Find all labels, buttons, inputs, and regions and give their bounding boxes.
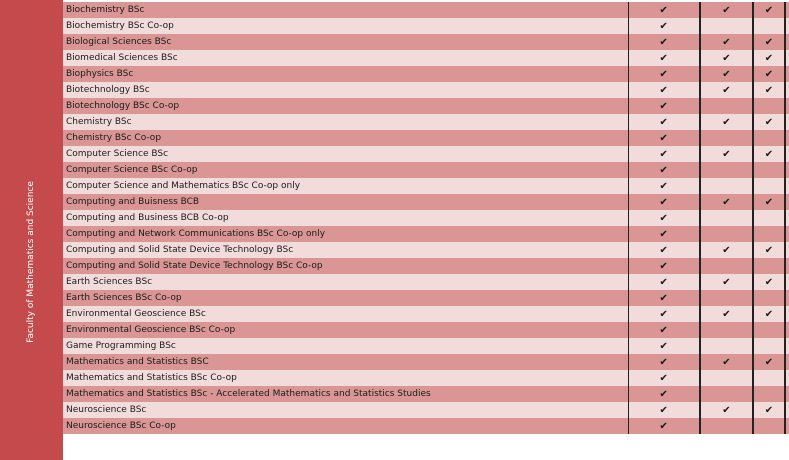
table-row — [63, 402, 789, 418]
row-edge — [785, 98, 789, 114]
check-cell — [628, 130, 700, 146]
row-edge — [785, 370, 789, 386]
table-row — [63, 194, 789, 210]
checkmark-icon: ✔ — [659, 84, 668, 96]
check-cell — [628, 98, 700, 114]
check-cell — [753, 50, 785, 66]
check-cell — [628, 82, 700, 98]
table-row — [63, 146, 789, 162]
row-edge — [785, 66, 789, 82]
check-cell — [753, 114, 785, 130]
checkmark-icon: ✔ — [722, 68, 731, 80]
check-cell — [753, 130, 785, 146]
check-cell — [628, 66, 700, 82]
row-edge — [785, 354, 789, 370]
check-cell — [753, 18, 785, 34]
check-cell — [700, 258, 753, 274]
faculty-cell — [0, 0, 64, 460]
row-edge — [785, 82, 789, 98]
row-edge — [785, 130, 789, 146]
check-cell — [628, 290, 700, 306]
program-name: Earth Sciences BSc Co-op — [63, 290, 628, 306]
checkmark-icon: ✔ — [722, 52, 731, 64]
check-cell — [753, 98, 785, 114]
checkmark-icon: ✔ — [659, 260, 668, 272]
table-row — [63, 34, 789, 50]
table-row — [63, 210, 789, 226]
checkmark-icon: ✔ — [659, 180, 668, 192]
check-cell — [628, 242, 700, 258]
row-edge — [785, 178, 789, 194]
check-cell — [700, 402, 753, 418]
check-cell — [700, 322, 753, 338]
checkmark-icon: ✔ — [764, 308, 774, 320]
check-cell — [700, 274, 753, 290]
checkmark-icon: ✔ — [659, 132, 668, 144]
check-cell — [700, 226, 753, 242]
row-edge — [785, 290, 789, 306]
check-cell — [753, 290, 785, 306]
program-name: Biotechnology BSc Co-op — [63, 98, 628, 114]
faculty-label: Faculty of Mathematics and Science — [26, 181, 36, 343]
table-row — [63, 50, 789, 66]
table-row — [63, 18, 789, 34]
program-name: Biochemistry BSc Co-op — [63, 18, 628, 34]
check-cell — [753, 34, 785, 50]
program-name: Mathematics and Statistics BSc - Accelerated Mathematics and Statistics Studies — [63, 386, 628, 402]
table-row — [63, 354, 789, 370]
checkmark-icon: ✔ — [659, 116, 668, 128]
check-cell — [628, 338, 700, 354]
check-cell — [700, 242, 753, 258]
check-cell — [700, 2, 753, 18]
check-cell — [628, 194, 700, 210]
checkmark-icon: ✔ — [764, 244, 774, 256]
check-cell — [753, 386, 785, 402]
program-table-body — [63, 2, 789, 434]
check-cell — [700, 386, 753, 402]
row-edge — [785, 338, 789, 354]
check-cell — [628, 226, 700, 242]
checkmark-icon: ✔ — [764, 4, 774, 16]
checkmark-icon: ✔ — [764, 356, 774, 368]
check-cell — [700, 194, 753, 210]
check-cell — [700, 34, 753, 50]
check-cell — [700, 354, 753, 370]
checkmark-icon: ✔ — [764, 196, 774, 208]
checkmark-icon: ✔ — [659, 308, 668, 320]
check-cell — [753, 338, 785, 354]
checkmark-icon: ✔ — [659, 68, 668, 80]
check-cell — [628, 146, 700, 162]
checkmark-icon: ✔ — [659, 292, 668, 304]
checkmark-icon: ✔ — [764, 36, 774, 48]
row-edge — [785, 34, 789, 50]
check-cell — [700, 82, 753, 98]
program-name: Neuroscience BSc — [63, 402, 628, 418]
table-row — [63, 82, 789, 98]
checkmark-icon: ✔ — [722, 116, 731, 128]
table-row — [63, 98, 789, 114]
table-row — [63, 370, 789, 386]
check-cell — [753, 370, 785, 386]
table-row — [63, 258, 789, 274]
checkmark-icon: ✔ — [659, 324, 668, 336]
row-edge — [785, 402, 789, 418]
check-cell — [628, 178, 700, 194]
program-name: Computing and Business BCB Co-op — [63, 210, 628, 226]
program-name: Mathematics and Statistics BSc Co-op — [63, 370, 628, 386]
row-edge — [785, 386, 789, 402]
check-cell — [753, 210, 785, 226]
row-edge — [785, 210, 789, 226]
checkmark-icon: ✔ — [764, 68, 774, 80]
program-name: Biomedical Sciences BSc — [63, 50, 628, 66]
program-name: Chemistry BSc — [63, 114, 628, 130]
checkmark-icon: ✔ — [722, 356, 731, 368]
checkmark-icon: ✔ — [764, 276, 774, 288]
check-cell — [753, 194, 785, 210]
row-edge — [785, 162, 789, 178]
check-cell — [628, 258, 700, 274]
check-cell — [628, 354, 700, 370]
table-row — [63, 290, 789, 306]
checkmark-icon: ✔ — [722, 148, 731, 160]
table-row — [63, 338, 789, 354]
check-cell — [628, 18, 700, 34]
program-name: Computing and Network Communications BSc Co-op only — [63, 226, 628, 242]
check-cell — [753, 146, 785, 162]
check-cell — [628, 114, 700, 130]
row-edge — [785, 322, 789, 338]
check-cell — [700, 306, 753, 322]
table-row — [63, 274, 789, 290]
checkmark-icon: ✔ — [659, 212, 668, 224]
check-cell — [753, 162, 785, 178]
check-cell — [700, 114, 753, 130]
check-cell — [628, 274, 700, 290]
checkmark-icon: ✔ — [659, 404, 668, 416]
checkmark-icon: ✔ — [659, 100, 668, 112]
check-cell — [628, 2, 700, 18]
checkmark-icon: ✔ — [659, 148, 668, 160]
program-name: Biophysics BSc — [63, 66, 628, 82]
check-cell — [700, 178, 753, 194]
check-cell — [753, 322, 785, 338]
checkmark-icon: ✔ — [722, 308, 731, 320]
checkmark-icon: ✔ — [659, 164, 668, 176]
program-name: Biological Sciences BSc — [63, 34, 628, 50]
checkmark-icon: ✔ — [722, 36, 731, 48]
checkmark-icon: ✔ — [764, 52, 774, 64]
check-cell — [700, 18, 753, 34]
program-name: Computing and Solid State Device Technology BSc Co-op — [63, 258, 628, 274]
row-edge — [785, 50, 789, 66]
row-edge — [785, 146, 789, 162]
checkmark-icon: ✔ — [659, 228, 668, 240]
row-edge — [785, 226, 789, 242]
program-name: Computer Science BSc Co-op — [63, 162, 628, 178]
row-edge — [785, 418, 789, 434]
table-row — [63, 226, 789, 242]
program-name: Environmental Geoscience BSc Co-op — [63, 322, 628, 338]
check-cell — [628, 402, 700, 418]
checkmark-icon: ✔ — [659, 20, 668, 32]
row-edge — [785, 194, 789, 210]
check-cell — [753, 306, 785, 322]
check-cell — [753, 226, 785, 242]
table-row — [63, 162, 789, 178]
checkmark-icon: ✔ — [764, 148, 774, 160]
table-row — [63, 386, 789, 402]
check-cell — [700, 290, 753, 306]
row-edge — [785, 274, 789, 290]
check-cell — [700, 162, 753, 178]
program-name: Game Programming BSc — [63, 338, 628, 354]
table-row — [63, 242, 789, 258]
check-cell — [628, 418, 700, 434]
program-name: Chemistry BSc Co-op — [63, 130, 628, 146]
check-cell — [753, 242, 785, 258]
checkmark-icon: ✔ — [659, 420, 668, 432]
checkmark-icon: ✔ — [659, 4, 668, 16]
row-edge — [785, 258, 789, 274]
checkmark-icon: ✔ — [659, 36, 668, 48]
checkmark-icon: ✔ — [764, 84, 774, 96]
check-cell — [628, 34, 700, 50]
row-edge — [785, 306, 789, 322]
program-name: Computing and Buisness BCB — [63, 194, 628, 210]
check-cell — [700, 370, 753, 386]
checkmark-icon: ✔ — [659, 52, 668, 64]
checkmark-icon: ✔ — [722, 84, 731, 96]
table-row — [63, 178, 789, 194]
check-cell — [753, 354, 785, 370]
row-edge — [785, 18, 789, 34]
table-row — [63, 322, 789, 338]
row-edge — [785, 242, 789, 258]
table-row — [63, 66, 789, 82]
check-cell — [628, 162, 700, 178]
check-cell — [700, 210, 753, 226]
table-row — [63, 2, 789, 18]
checkmark-icon: ✔ — [659, 244, 668, 256]
check-cell — [700, 98, 753, 114]
check-cell — [628, 50, 700, 66]
check-cell — [700, 338, 753, 354]
check-cell — [753, 82, 785, 98]
check-cell — [700, 130, 753, 146]
checkmark-icon: ✔ — [722, 276, 731, 288]
check-cell — [700, 66, 753, 82]
program-name: Computer Science BSc — [63, 146, 628, 162]
checkmark-icon: ✔ — [722, 404, 731, 416]
check-cell — [753, 2, 785, 18]
row-edge — [785, 2, 789, 18]
check-cell — [628, 306, 700, 322]
check-cell — [753, 274, 785, 290]
checkmark-icon: ✔ — [764, 116, 774, 128]
table-row — [63, 306, 789, 322]
check-cell — [700, 146, 753, 162]
program-name: Biochemistry BSc — [63, 2, 628, 18]
check-cell — [753, 418, 785, 434]
program-name: Mathematics and Statistics BSC — [63, 354, 628, 370]
checkmark-icon: ✔ — [722, 244, 731, 256]
table-row — [63, 114, 789, 130]
checkmark-icon: ✔ — [659, 196, 668, 208]
check-cell — [753, 178, 785, 194]
program-name: Earth Sciences BSc — [63, 274, 628, 290]
checkmark-icon: ✔ — [659, 276, 668, 288]
program-name: Computer Science and Mathematics BSc Co-op only — [63, 178, 628, 194]
check-cell — [753, 66, 785, 82]
program-name: Biotechnology BSc — [63, 82, 628, 98]
row-edge — [785, 114, 789, 130]
checkmark-icon: ✔ — [659, 356, 668, 368]
check-cell — [628, 370, 700, 386]
checkmark-icon: ✔ — [659, 340, 668, 352]
checkmark-icon: ✔ — [659, 388, 668, 400]
program-table — [63, 2, 789, 434]
check-cell — [753, 402, 785, 418]
check-cell — [700, 418, 753, 434]
check-cell — [628, 210, 700, 226]
checkmark-icon: ✔ — [659, 372, 668, 384]
table-row — [63, 418, 789, 434]
check-cell — [628, 386, 700, 402]
checkmark-icon: ✔ — [764, 404, 774, 416]
program-name: Environmental Geoscience BSc — [63, 306, 628, 322]
checkmark-icon: ✔ — [722, 196, 731, 208]
check-cell — [700, 50, 753, 66]
checkmark-icon: ✔ — [722, 4, 731, 16]
check-cell — [753, 258, 785, 274]
program-name: Computing and Solid State Device Technology BSc — [63, 242, 628, 258]
check-cell — [628, 322, 700, 338]
program-name: Neuroscience BSc Co-op — [63, 418, 628, 434]
table-row — [63, 130, 789, 146]
